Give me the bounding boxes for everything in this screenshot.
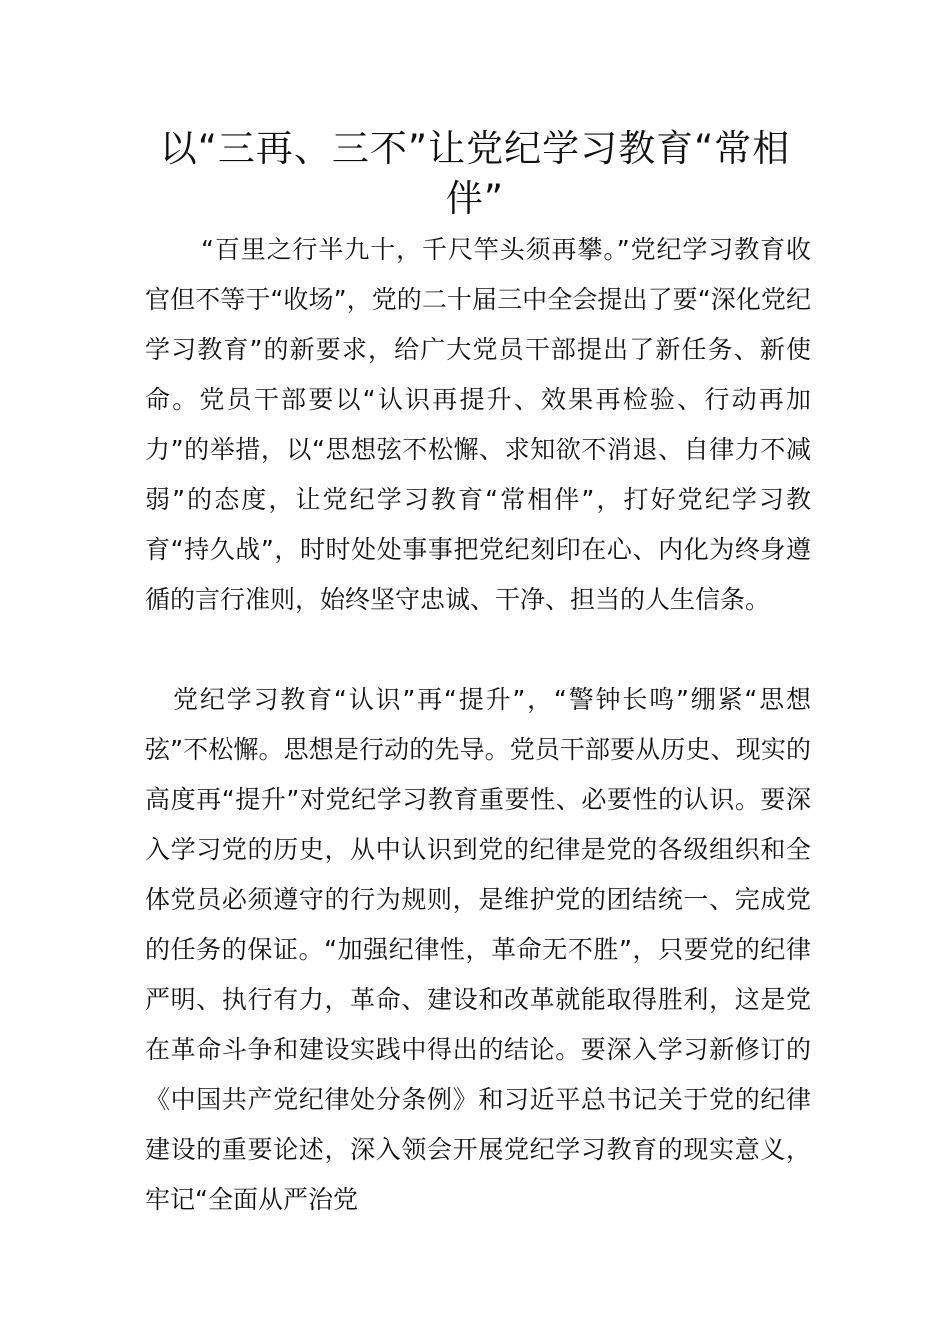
paragraph-2: 党纪学习教育“认识”再“提升”，“警钟长鸣”绷紧“思想弦”不松懈。思想是行动的先导。党员干部要从历史、现实的高度再“提升”对党纪学习教育重要性、必要性的认识。要深入学习党的历史，从中认识到党的纪律是党的各级组织和全体党员必须遵守的行为规则，是维护党的团结统一、完成党的任务的保证。“加强纪律性，革命无不胜”，只要党的纪律严明、执行有力，革命、建设和改革就能取得胜利，这是党在革命斗争和建设实践中得出的结论。要深入学习新修订的《中国共产党纪律处分条例》和习近平总书记关于党的纪律建设的重要论述，深入领会开展党纪学习教育的现实意义，牢记“全面从严治党 <box>145 685 811 1214</box>
paragraph-1: “百里之行半九十，千尺竿头须再攀。”党纪学习教育收官但不等于“收场”，党的二十届三中全会提出了要“深化党纪学习教育”的新要求，给广大党员干部提出了新任务、新使命。党员干部要以“认识再提升、效果再检验、行动再加力”的举措，以“思想弦不松懈、求知欲不消退、自律力不减弱”的态度，让党纪学习教育“常相伴”，打好党纪学习教育“持久战”，时时处处事事把党纪刻印在心、内化为终身遵循的言行准则，始终坚守忠诚、干净、担当的人生信条。 <box>145 235 811 614</box>
document-title: 以“三再、三不”让党纪学习教育“常相伴” <box>159 127 791 220</box>
